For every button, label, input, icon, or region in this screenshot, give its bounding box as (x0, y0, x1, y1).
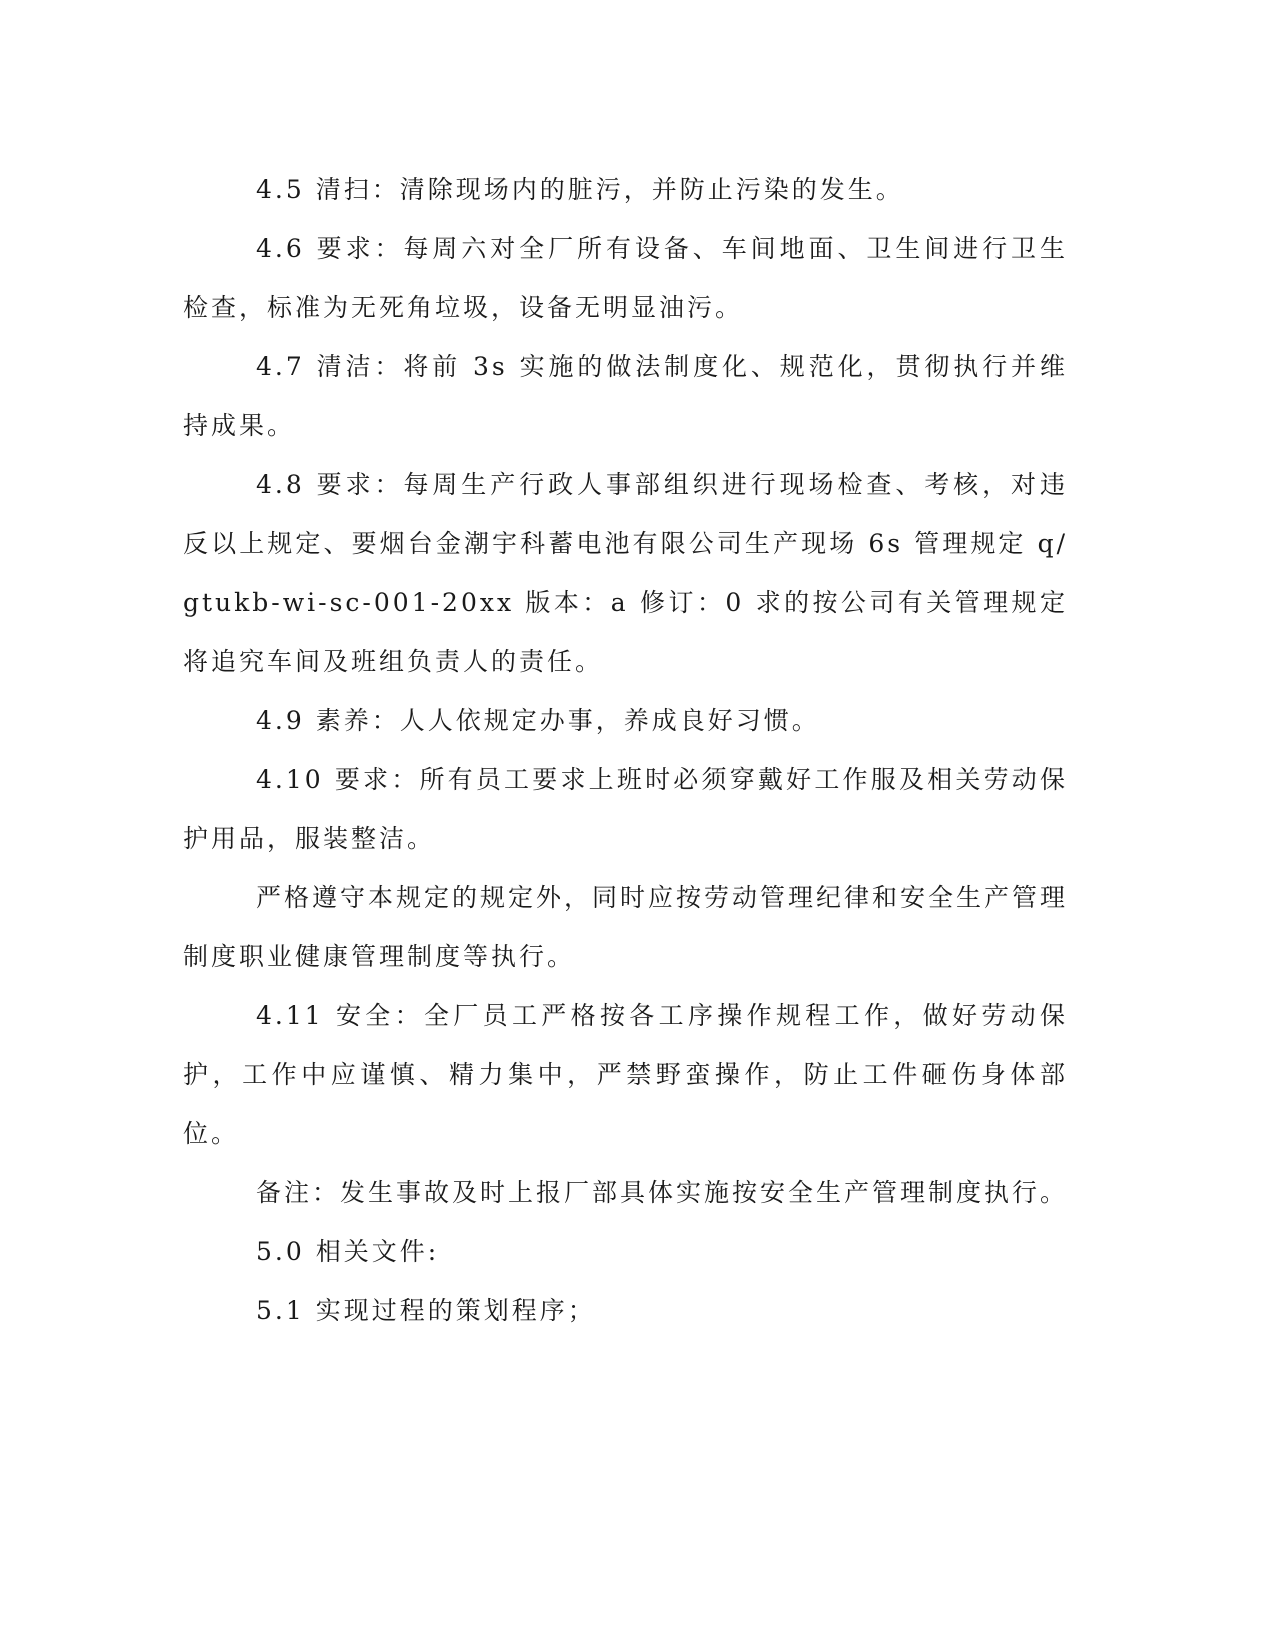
paragraph-4-9: 4.9 素养：人人依规定办事，养成良好习惯。 (256, 706, 820, 735)
paragraph-4-11: 4.11 安全：全厂员工严格按各工序操作规程工作，做好劳动保护，工作中应谨慎、精力集中，严禁野蛮操作，防止工件砸伤身体部位。 (183, 1001, 1068, 1148)
paragraph-5-0: 5.0 相关文件: (256, 1237, 440, 1266)
paragraph-4-7: 4.7 清洁：将前 3s 实施的做法制度化、规范化，贯彻执行并维持成果。 (183, 352, 1068, 440)
paragraph-compliance: 严格遵守本规定的规定外，同时应按劳动管理纪律和安全生产管理制度职业健康管理制度等执行。 (183, 883, 1069, 971)
paragraph-4-5: 4.5 清扫：清除现场内的脏污，并防止污染的发生。 (256, 175, 904, 204)
paragraph-remark: 备注：发生事故及时上报厂部具体实施按安全生产管理制度执行。 (256, 1178, 1069, 1207)
paragraph-4-6: 4.6 要求：每周六对全厂所有设备、车间地面、卫生间进行卫生检查，标准为无死角垃圾，设备无明显油污。 (183, 234, 1068, 322)
document-body (183, 160, 1068, 1340)
paragraph-4-10: 4.10 要求：所有员工要求上班时必须穿戴好工作服及相关劳动保护用品，服装整洁。 (183, 765, 1068, 853)
paragraph-5-1: 5.1 实现过程的策划程序； (256, 1296, 596, 1325)
paragraph-4-8: 4.8 要求：每周生产行政人事部组织进行现场检查、考核，对违反以上规定、要烟台金潮宇科蓄电池有限公司生产现场 6s 管理规定 q/gtukb-wi-sc-001-20xx 版本：a 修订：0 求的按公司有关管理规定将追究车间及班组负责人的责任。 (183, 470, 1068, 676)
